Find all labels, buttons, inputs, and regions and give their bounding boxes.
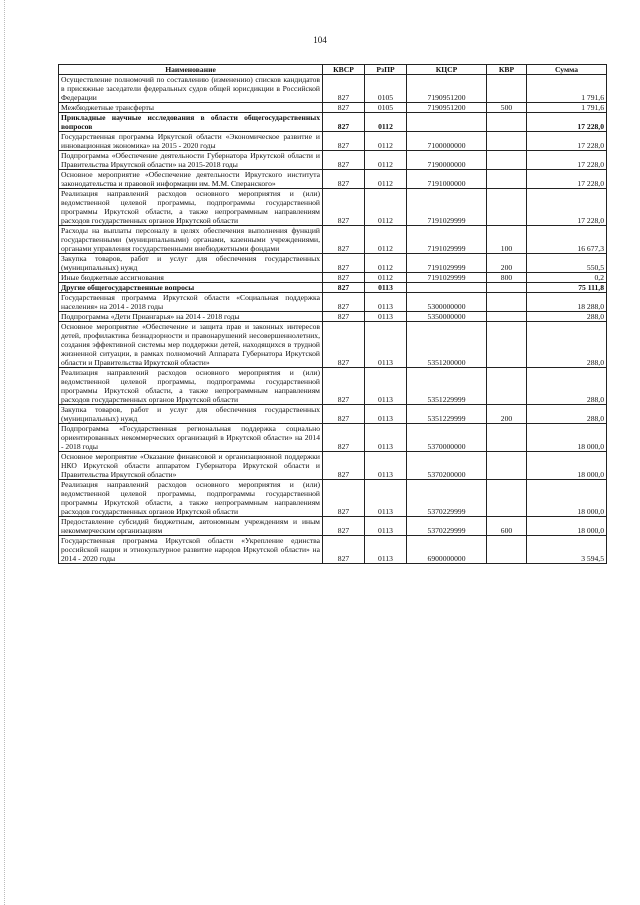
cell-name: Основное мероприятие «Оказание финансовой и организационной поддержки НКО Иркутской области аппаратом Губернатора Иркутской области и Правительства Иркутской области» [59,452,323,480]
cell-kvr [487,132,527,151]
budget-table [58,64,607,564]
header-name: Наименование [59,65,323,75]
table-row [59,273,607,283]
cell-kvsr: 827 [323,75,365,103]
cell-kcsr: 7190951200 [407,75,487,103]
cell-rzpr: 0112 [365,189,407,226]
cell-kvr: 600 [487,517,527,536]
cell-rzpr: 0105 [365,103,407,113]
cell-kcsr: 7191029999 [407,254,487,273]
cell-kvr [487,293,527,312]
cell-sum: 1 791,6 [527,103,607,113]
header-kvsr: КВСР [323,65,365,75]
cell-name: Расходы на выплаты персоналу в целях обеспечения выполнения функций государственными (муниципальными) органами, казенными учреждениями, органами управления государственными внебюджетными фондами [59,226,323,254]
cell-kcsr: 7191000000 [407,170,487,189]
cell-sum: 18 000,0 [527,480,607,517]
table-row [59,170,607,189]
cell-sum: 17 228,0 [527,132,607,151]
cell-kvsr: 827 [323,312,365,322]
table-row [59,254,607,273]
cell-kvr [487,113,527,132]
table-row [59,322,607,368]
cell-kcsr: 5351200000 [407,322,487,368]
cell-kvr [487,424,527,452]
cell-rzpr: 0105 [365,75,407,103]
cell-kvsr: 827 [323,368,365,405]
cell-rzpr: 0112 [365,132,407,151]
cell-kvsr: 827 [323,480,365,517]
cell-kcsr: 7191029999 [407,189,487,226]
cell-kcsr: 5350000000 [407,312,487,322]
cell-kcsr [407,113,487,132]
page-number: 104 [313,35,327,45]
table-row [59,452,607,480]
cell-kvr: 200 [487,254,527,273]
cell-rzpr: 0113 [365,405,407,424]
cell-sum: 1 791,6 [527,75,607,103]
cell-kvr [487,480,527,517]
cell-kvsr: 827 [323,424,365,452]
cell-name: Осуществление полномочий по составлению (изменению) списков кандидатов в присяжные заседатели федеральных судов общей юрисдикции в Российской Федерации [59,75,323,103]
cell-kvr [487,322,527,368]
cell-sum: 550,5 [527,254,607,273]
table-row [59,424,607,452]
cell-sum: 18 000,0 [527,424,607,452]
cell-kvsr: 827 [323,322,365,368]
cell-sum: 288,0 [527,368,607,405]
cell-rzpr: 0113 [365,368,407,405]
cell-kvr [487,368,527,405]
cell-rzpr: 0113 [365,517,407,536]
cell-name: Реализация направлений расходов основного мероприятия и (или) ведомственной целевой программы, подпрограммы государственной программы Иркутской области, а также непрограммным направлениям расходов государственных органов Иркутской области [59,480,323,517]
cell-rzpr: 0113 [365,536,407,564]
table-row [59,312,607,322]
cell-name: Государственная программа Иркутской области «Укрепление единства российской нации и этнокультурное развитие народов Иркутской области» на 2014 - 2020 годы [59,536,323,564]
cell-kcsr: 5370000000 [407,424,487,452]
cell-rzpr: 0112 [365,170,407,189]
cell-kvsr: 827 [323,103,365,113]
cell-kvsr: 827 [323,452,365,480]
cell-rzpr: 0113 [365,452,407,480]
cell-name: Иные бюджетные ассигнования [59,273,323,283]
cell-kcsr: 7191029999 [407,226,487,254]
cell-kvsr: 827 [323,273,365,283]
cell-rzpr: 0113 [365,293,407,312]
header-rzpr: РзПР [365,65,407,75]
cell-name: Основное мероприятие «Обеспечение и защита прав и законных интересов детей, профилактика безнадзорности и правонарушений несовершеннолетних, создания эффективной системы мер поддержки детей, находящихся в трудной жизненной ситуации, в рамках полномочий Аппарата Губернатора Иркутской области и Правительства Иркутской области» [59,322,323,368]
table-row [59,536,607,564]
cell-name: Основное мероприятие «Обеспечение деятельности Иркутского института законодательства и правовой информации им. М.М. Сперанского» [59,170,323,189]
cell-rzpr: 0113 [365,312,407,322]
cell-rzpr: 0112 [365,151,407,170]
cell-sum: 17 228,0 [527,189,607,226]
cell-kcsr: 5300000000 [407,293,487,312]
table-row [59,405,607,424]
table-row [59,517,607,536]
cell-kvsr: 827 [323,283,365,293]
table-row [59,103,607,113]
cell-kvr [487,452,527,480]
cell-sum: 288,0 [527,322,607,368]
cell-kcsr: 7190000000 [407,151,487,170]
cell-kvsr: 827 [323,170,365,189]
cell-kcsr: 5370200000 [407,452,487,480]
cell-sum: 288,0 [527,312,607,322]
cell-kvr: 800 [487,273,527,283]
cell-rzpr: 0112 [365,254,407,273]
cell-kcsr: 5370229999 [407,517,487,536]
table-row [59,113,607,132]
cell-sum: 16 677,3 [527,226,607,254]
cell-rzpr: 0112 [365,226,407,254]
cell-kvsr: 827 [323,536,365,564]
cell-name: Другие общегосударственные вопросы [59,283,323,293]
cell-name: Реализация направлений расходов основного мероприятия и (или) ведомственной целевой программы, подпрограммы государственной программы Иркутской области, а также непрограммным направлениям расходов государственных органов Иркутской области [59,189,323,226]
table-row [59,368,607,405]
cell-kcsr: 7190951200 [407,103,487,113]
cell-kvr [487,170,527,189]
cell-kvr [487,189,527,226]
cell-sum: 288,0 [527,405,607,424]
cell-name: Прикладные научные исследования в области общегосударственных вопросов [59,113,323,132]
scan-left-edge [4,0,6,905]
cell-rzpr: 0113 [365,283,407,293]
cell-sum: 17 228,0 [527,170,607,189]
cell-kvsr: 827 [323,293,365,312]
table-row [59,132,607,151]
cell-sum: 17 228,0 [527,151,607,170]
cell-kcsr [407,283,487,293]
cell-name: Государственная программа Иркутской области «Экономическое развитие и инновационная экономика» на 2015 - 2020 годы [59,132,323,151]
cell-kcsr: 5351229999 [407,368,487,405]
cell-kcsr: 7191029999 [407,273,487,283]
table-row [59,75,607,103]
cell-name: Закупка товаров, работ и услуг для обеспечения государственных (муниципальных) нужд [59,405,323,424]
cell-kvsr: 827 [323,113,365,132]
cell-kvsr: 827 [323,254,365,273]
cell-kvsr: 827 [323,132,365,151]
cell-kvr [487,151,527,170]
cell-name: Закупка товаров, работ и услуг для обеспечения государственных (муниципальных) нужд [59,254,323,273]
cell-sum: 17 228,0 [527,113,607,132]
cell-kvr: 200 [487,405,527,424]
cell-kvsr: 827 [323,405,365,424]
cell-kcsr: 7100000000 [407,132,487,151]
cell-sum: 18 000,0 [527,517,607,536]
cell-kvsr: 827 [323,189,365,226]
cell-kvsr: 827 [323,226,365,254]
header-sum: Сумма [527,65,607,75]
table-row [59,480,607,517]
cell-sum: 18 000,0 [527,452,607,480]
cell-name: Предоставление субсидий бюджетным, автономным учреждениям и иным некоммерческим организациям [59,517,323,536]
cell-rzpr: 0112 [365,113,407,132]
cell-kvsr: 827 [323,517,365,536]
cell-kcsr: 5370229999 [407,480,487,517]
table-row [59,293,607,312]
table-row [59,283,607,293]
cell-sum: 0,2 [527,273,607,283]
cell-kcsr: 5351229999 [407,405,487,424]
header-kcsr: КЦСР [407,65,487,75]
cell-rzpr: 0113 [365,424,407,452]
table-row [59,189,607,226]
cell-kvr [487,536,527,564]
cell-name: Подпрограмма «Обеспечение деятельности Губернатора Иркутской области и Правительства Иркутской области» на 2015-2018 годы [59,151,323,170]
cell-kvr [487,312,527,322]
cell-name: Реализация направлений расходов основного мероприятия и (или) ведомственной целевой программы, подпрограммы государственной программы Иркутской области, а также непрограммным направлениям расходов государственных органов Иркутской области [59,368,323,405]
cell-name: Государственная программа Иркутской области «Социальная поддержка населения» на 2014 - 2018 годы [59,293,323,312]
cell-kvr: 100 [487,226,527,254]
cell-kvsr: 827 [323,151,365,170]
table-header-row [59,65,607,75]
cell-name: Подпрограмма «Государственная региональная поддержка социально ориентированных некоммерческих организаций в Иркутской области» на 2014 - 2018 годы [59,424,323,452]
table-row [59,226,607,254]
cell-sum: 75 111,8 [527,283,607,293]
cell-rzpr: 0113 [365,480,407,517]
cell-kcsr: 6900000000 [407,536,487,564]
cell-kvr [487,75,527,103]
cell-name: Межбюджетные трансферты [59,103,323,113]
cell-sum: 3 594,5 [527,536,607,564]
cell-name: Подпрограмма «Дети Приангарья» на 2014 - 2018 годы [59,312,323,322]
cell-kvr [487,283,527,293]
cell-kvr: 500 [487,103,527,113]
cell-rzpr: 0113 [365,322,407,368]
cell-rzpr: 0112 [365,273,407,283]
header-kvr: КВР [487,65,527,75]
table-row [59,151,607,170]
cell-sum: 18 288,0 [527,293,607,312]
